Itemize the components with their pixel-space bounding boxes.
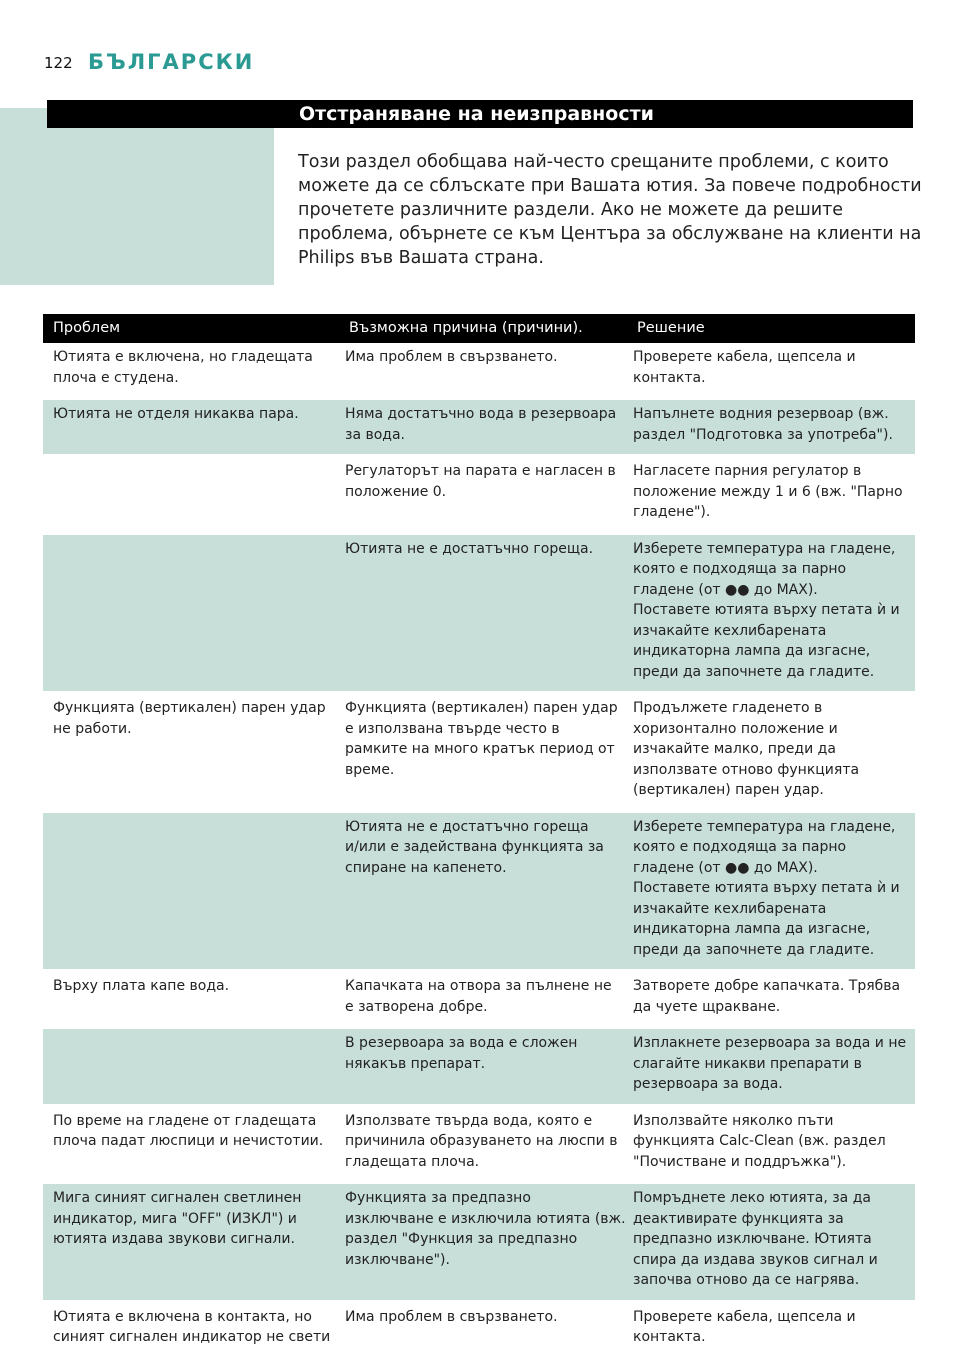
table-row (43, 343, 915, 399)
cell-line: предпазно изключване. Ютията (633, 1231, 872, 1247)
side-color-block (0, 108, 274, 285)
table-header-row (43, 314, 915, 343)
table-row (43, 1028, 915, 1106)
cell-line: Функцията (вертикален) парен удар (345, 700, 618, 716)
cell-line: Продължете гладенето в (633, 700, 823, 716)
cell-line: Изберете температура на гладене, (633, 818, 896, 835)
cell-line: Проверете кабела, щепсела и (633, 1308, 856, 1325)
intro-line: можете да се сблъскате при Вашата ютия. За повече подробности (298, 176, 922, 196)
cell-line: индикатор, мига "OFF" (ИЗКЛ") и (53, 1210, 297, 1227)
cell-line: Ютията е включена в контакта, но (53, 1308, 312, 1325)
problem-cell (43, 399, 339, 456)
table-row (43, 1183, 915, 1302)
problem-cell (43, 456, 339, 534)
cell-line: изчакайте кехлибарената (633, 622, 827, 639)
solution-cell (627, 1183, 915, 1302)
cell-line: Ютията е включена, но гладещата (53, 349, 313, 365)
cell-line: Върху плата капе вода. (53, 978, 230, 994)
intro-line: Този раздел обобщава най-често срещаните проблеми, с които (298, 152, 889, 172)
cell-line: някакъв препарат. (345, 1055, 486, 1072)
table-row (43, 533, 915, 693)
intro-line: прочетете различните раздели. Ако не можете да решите (298, 200, 844, 220)
table-row (43, 1105, 915, 1183)
solution-cell (627, 399, 915, 456)
cell-line: е затворена добре. (345, 998, 488, 1015)
problem-cell (43, 343, 339, 399)
cell-line: Функцията (вертикален) парен удар (53, 700, 326, 716)
cause-cell (339, 399, 627, 456)
problem-cell (43, 971, 339, 1028)
cell-line: По време на гладене от гладещата (53, 1112, 317, 1129)
cell-line: раздел "Подготовка за употреба"). (633, 426, 893, 443)
cell-line: спиране на капенето. (345, 859, 507, 876)
header-problem: Проблем (43, 314, 339, 343)
cell-line: започва отново да се нагрява. (633, 1272, 860, 1288)
cell-line: Мига синият сигнален светлинен (53, 1190, 302, 1206)
troubleshooting-table (43, 314, 915, 1357)
solution-cell (627, 343, 915, 399)
cell-line: Ютията не отделя никаква пара. (53, 406, 299, 422)
cell-line: плоча е студена. (53, 369, 179, 386)
cell-line: положение 0. (345, 483, 447, 500)
cause-cell (339, 1183, 627, 1302)
intro-line: проблема, обърнете се към Центъра за обслужване на клиенти на (298, 224, 922, 244)
header-cause: Възможна причина (причини). (339, 314, 627, 343)
cell-line: изключване"). (345, 1251, 450, 1268)
cause-cell (339, 1105, 627, 1183)
table-row (43, 456, 915, 534)
solution-cell (627, 971, 915, 1028)
solution-cell (627, 1105, 915, 1183)
cell-line: която е подходяща за парно (633, 839, 847, 855)
table-row (43, 1301, 915, 1357)
cell-line: "Почистване и поддръжка"). (633, 1153, 847, 1170)
cell-line: Изплакнете резервоара за вода и не (633, 1035, 907, 1051)
cell-line: Поставете ютията върху петата ѝ и (633, 880, 900, 896)
cause-cell (339, 456, 627, 534)
cell-line: Изберете температура на гладене, (633, 540, 896, 557)
problem-cell (43, 1105, 339, 1183)
cause-cell (339, 971, 627, 1028)
cell-line: Има проблем в свързването. (345, 1308, 558, 1325)
cause-cell (339, 693, 627, 812)
cell-line: раздел "Функция за предпазно (345, 1231, 578, 1247)
intro-line: Philips във Вашата страна. (298, 248, 544, 268)
problem-cell (43, 533, 339, 693)
problem-cell (43, 811, 339, 971)
cell-line: хоризонтално положение и (633, 720, 838, 737)
header-solution: Решение (627, 314, 915, 343)
cell-line: Помръднете леко ютията, за да (633, 1190, 871, 1206)
cell-line: Няма достатъчно вода в резервоара (345, 406, 617, 422)
cell-line: Използвайте няколко пъти (633, 1112, 834, 1129)
problem-cell (43, 1028, 339, 1106)
cell-line: да чуете щракване. (633, 998, 781, 1015)
cell-line: Използвате твърда вода, която е (345, 1112, 593, 1129)
section-heading-bar (47, 100, 913, 128)
cell-line: Ютията не е достатъчно гореща. (345, 540, 594, 557)
problem-cell (43, 1183, 339, 1302)
cell-line: използвате отново функцията (633, 761, 860, 778)
cell-line: гладене (от ●● до MAX). (633, 581, 818, 598)
cell-line: Напълнете водния резервоар (вж. (633, 406, 889, 422)
cell-line: Ютията не е достатъчно гореща (345, 818, 589, 835)
solution-cell (627, 1028, 915, 1106)
cell-line: изчакайте кехлибарената (633, 900, 827, 917)
table-row (43, 399, 915, 456)
cell-line: Има проблем в свързването. (345, 349, 558, 365)
cell-line: Нагласете парния регулатор в (633, 463, 862, 479)
solution-cell (627, 456, 915, 534)
cell-line: спира да издава звуков сигнал и (633, 1251, 878, 1268)
cell-line: за вода. (345, 426, 405, 443)
cell-line: резервоара за вода. (633, 1076, 783, 1092)
cell-line: Проверете кабела, щепсела и (633, 349, 856, 365)
cell-line: контакта. (633, 369, 706, 386)
cell-line: слагайте никакви препарати в (633, 1055, 862, 1072)
cell-line: гладещата плоча. (345, 1153, 480, 1170)
solution-cell (627, 1301, 915, 1357)
cell-line: гладене (от ●● до MAX). (633, 859, 818, 876)
table-row (43, 811, 915, 971)
cell-line: причинила образуването на люспи в (345, 1133, 618, 1149)
cell-line: Капачката на отвора за пълнене не (345, 978, 612, 994)
cell-line: (вертикален) парен удар. (633, 782, 824, 798)
cell-line: ютията издава звукови сигнали. (53, 1231, 295, 1247)
section-title: Отстраняване на неизправности (299, 103, 654, 125)
cause-cell (339, 1301, 627, 1357)
solution-cell (627, 811, 915, 971)
cell-line: която е подходяща за парно (633, 561, 847, 577)
cell-line: контакта. (633, 1329, 706, 1345)
cell-line: е използвана твърде често в (345, 720, 560, 737)
cell-line: плоча падат люспици и нечистотии. (53, 1133, 324, 1149)
cell-line: положение между 1 и 6 (вж. "Парно (633, 483, 903, 500)
cell-line: изключване е изключила ютията (вж. (345, 1210, 626, 1227)
solution-cell (627, 693, 915, 812)
intro-paragraph (298, 150, 922, 270)
cell-line: индикаторна лампа да изгасне, (633, 643, 871, 659)
table-body (43, 343, 915, 1357)
cause-cell (339, 533, 627, 693)
cell-line: и/или е задействана функцията за (345, 839, 604, 855)
cell-line: деактивирате функцията за (633, 1210, 844, 1227)
cell-line: не работи. (53, 720, 132, 737)
cell-line: Поставете ютията върху петата ѝ и (633, 602, 900, 618)
cell-line: Функцията за предпазно (345, 1190, 531, 1206)
cell-line: В резервоара за вода е сложен (345, 1035, 578, 1051)
cell-line: рамките на много кратък период от (345, 741, 615, 757)
cause-cell (339, 343, 627, 399)
cell-line: време. (345, 761, 395, 778)
problem-cell (43, 1301, 339, 1357)
cause-cell (339, 811, 627, 971)
cell-line: гладене"). (633, 504, 711, 520)
cell-line: Затворете добре капачката. Трябва (633, 978, 901, 994)
page-number: 122 (44, 54, 73, 72)
cell-line: индикаторна лампа да изгасне, (633, 921, 871, 937)
solution-cell (627, 533, 915, 693)
cell-line: синият сигнален индикатор не свети (53, 1329, 331, 1345)
table-row (43, 693, 915, 812)
cell-line: изчакайте малко, преди да (633, 741, 836, 757)
cause-cell (339, 1028, 627, 1106)
cell-line: Регулаторът на парата е нагласен в (345, 463, 616, 479)
table-row (43, 971, 915, 1028)
language-heading: БЪЛГАРСКИ (88, 50, 255, 74)
cell-line: преди да започнете да гладите. (633, 941, 875, 958)
cell-line: функцията Calc-Clean (вж. раздел (633, 1133, 886, 1149)
problem-cell (43, 693, 339, 812)
cell-line: преди да започнете да гладите. (633, 663, 875, 680)
